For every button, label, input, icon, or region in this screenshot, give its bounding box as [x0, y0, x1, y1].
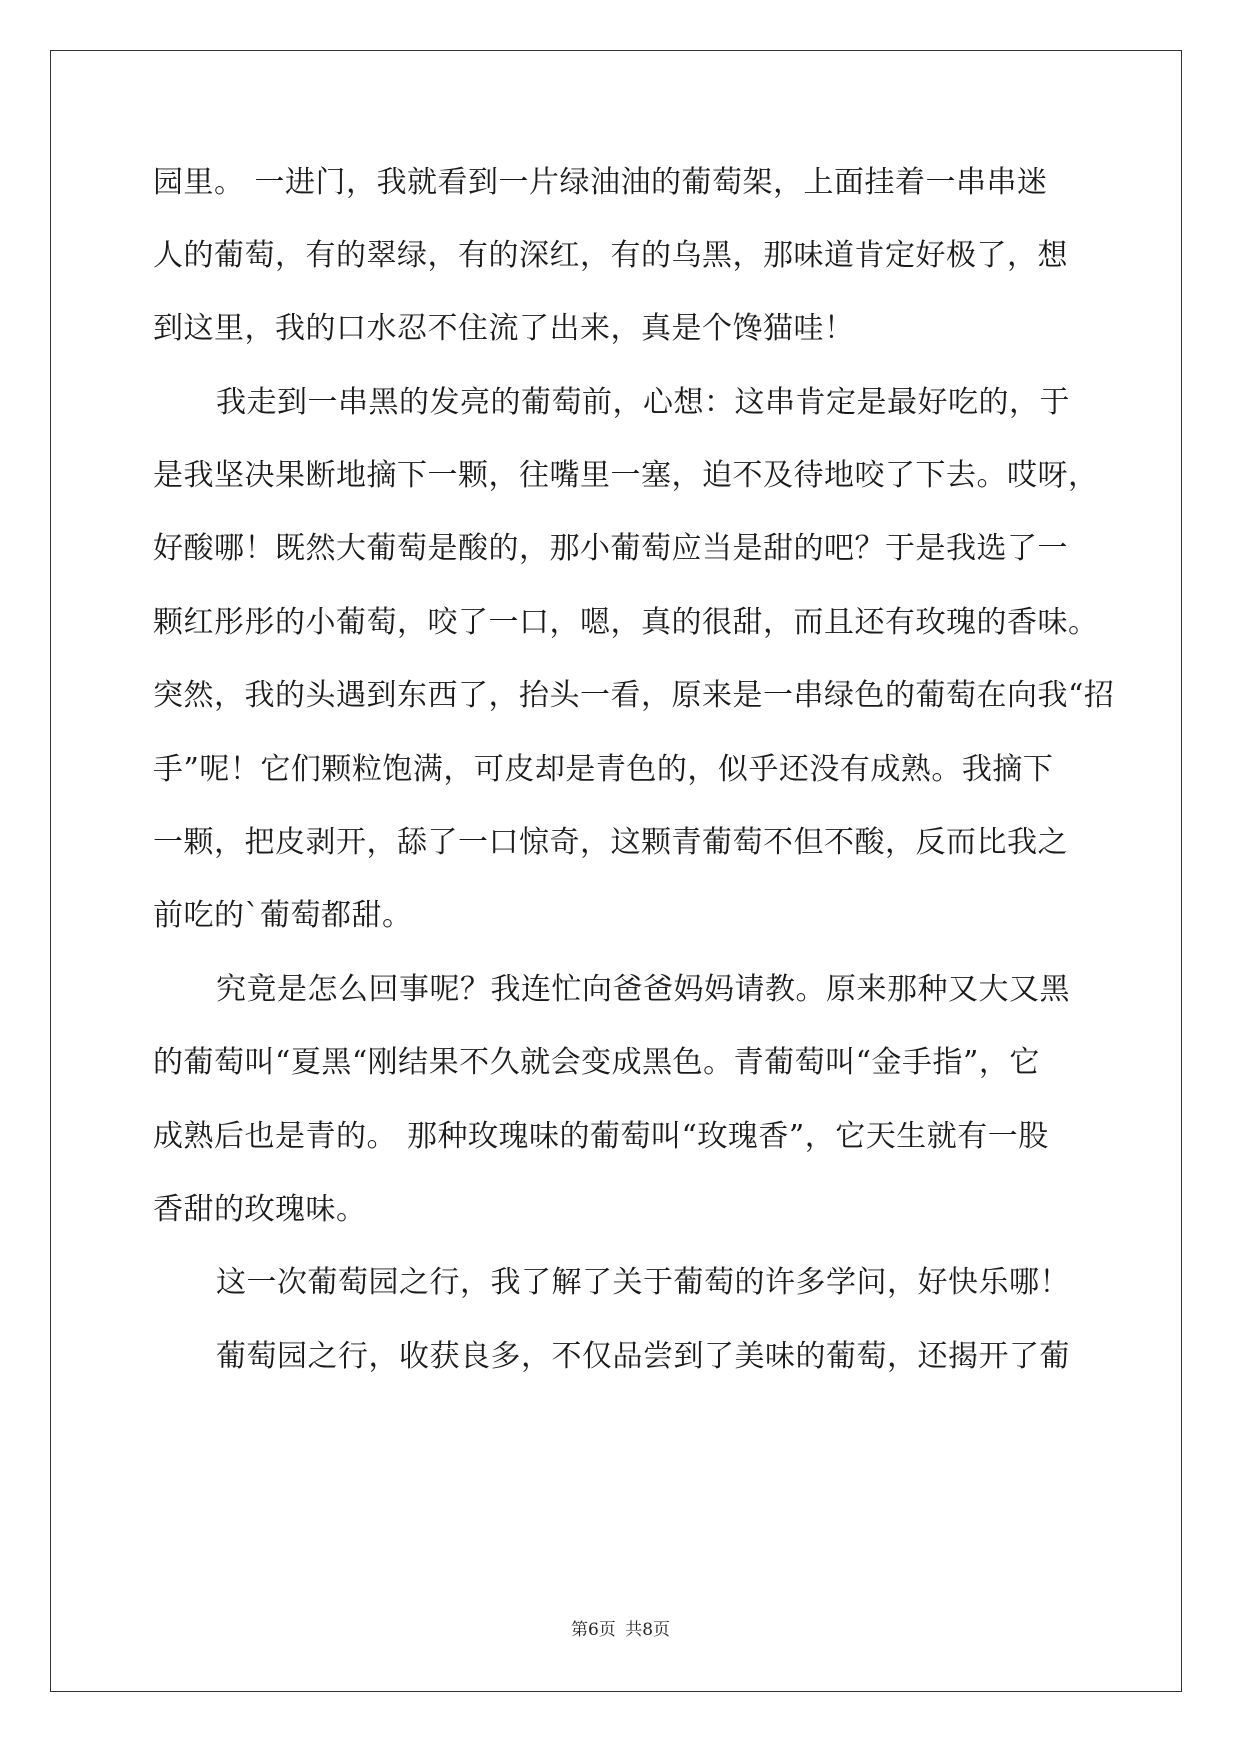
text-line: 突然，我的头遇到东西了，抬头一看，原来是一串绿色的葡萄在向我“招 [153, 678, 1115, 713]
text-line: 是我坚决果断地摘下一颗，往嘴里一塞，迫不及待地咬了下去。哎呀， [153, 458, 1099, 493]
text-line: 葡萄园之行，收获良多，不仅品尝到了美味的葡萄，还揭开了葡 [216, 1339, 1070, 1374]
text-line: 究竟是怎么回事呢？我连忙向爸爸妈妈请教。原来那种又大又黑 [216, 972, 1070, 1007]
text-line: 园里。 一进门，我就看到一片绿油油的葡萄架，上面挂着一串串迷 [153, 165, 1048, 200]
text-line: 的葡萄叫“夏黑“刚结果不久就会变成黑色。青葡萄叫“金手指”，它 [153, 1045, 1040, 1080]
text-line: 我走到一串黑的发亮的葡萄前，心想：这串肯定是最好吃的，于 [216, 385, 1070, 420]
text-line: 一颗，把皮剥开，舔了一口惊奇，这颗青葡萄不但不酸，反而比我之 [153, 825, 1068, 860]
text-line: 到这里，我的口水忍不住流了出来，真是个馋猫哇！ [153, 311, 855, 346]
text-line: 这一次葡萄园之行，我了解了关于葡萄的许多学问，好快乐哪！ [216, 1265, 1070, 1300]
page-footer [0, 1615, 1241, 1640]
page-total: 共8页 [625, 1620, 671, 1640]
text-line: 人的葡萄，有的翠绿，有的深红，有的乌黑，那味道肯定好极了，想 [153, 238, 1068, 273]
text-line: 香甜的玫瑰味。 [153, 1192, 367, 1227]
text-line: 成熟后也是青的。 那种玫瑰味的葡萄叫“玫瑰香”，它天生就有一股 [153, 1119, 1049, 1154]
text-line: 手”呢！它们颗粒饱满，可皮却是青色的，似乎还没有成熟。我摘下 [153, 752, 1054, 787]
page-number: 第6页 [570, 1620, 616, 1640]
page-border [50, 50, 1182, 1692]
text-line: 前吃的`葡萄都甜。 [153, 898, 413, 933]
text-line: 好酸哪！既然大葡萄是酸的，那小葡萄应当是甜的吧？于是我选了一 [153, 531, 1068, 566]
text-line: 颗红彤彤的小葡萄，咬了一口，嗯，真的很甜，而且还有玫瑰的香味。 [153, 605, 1099, 640]
